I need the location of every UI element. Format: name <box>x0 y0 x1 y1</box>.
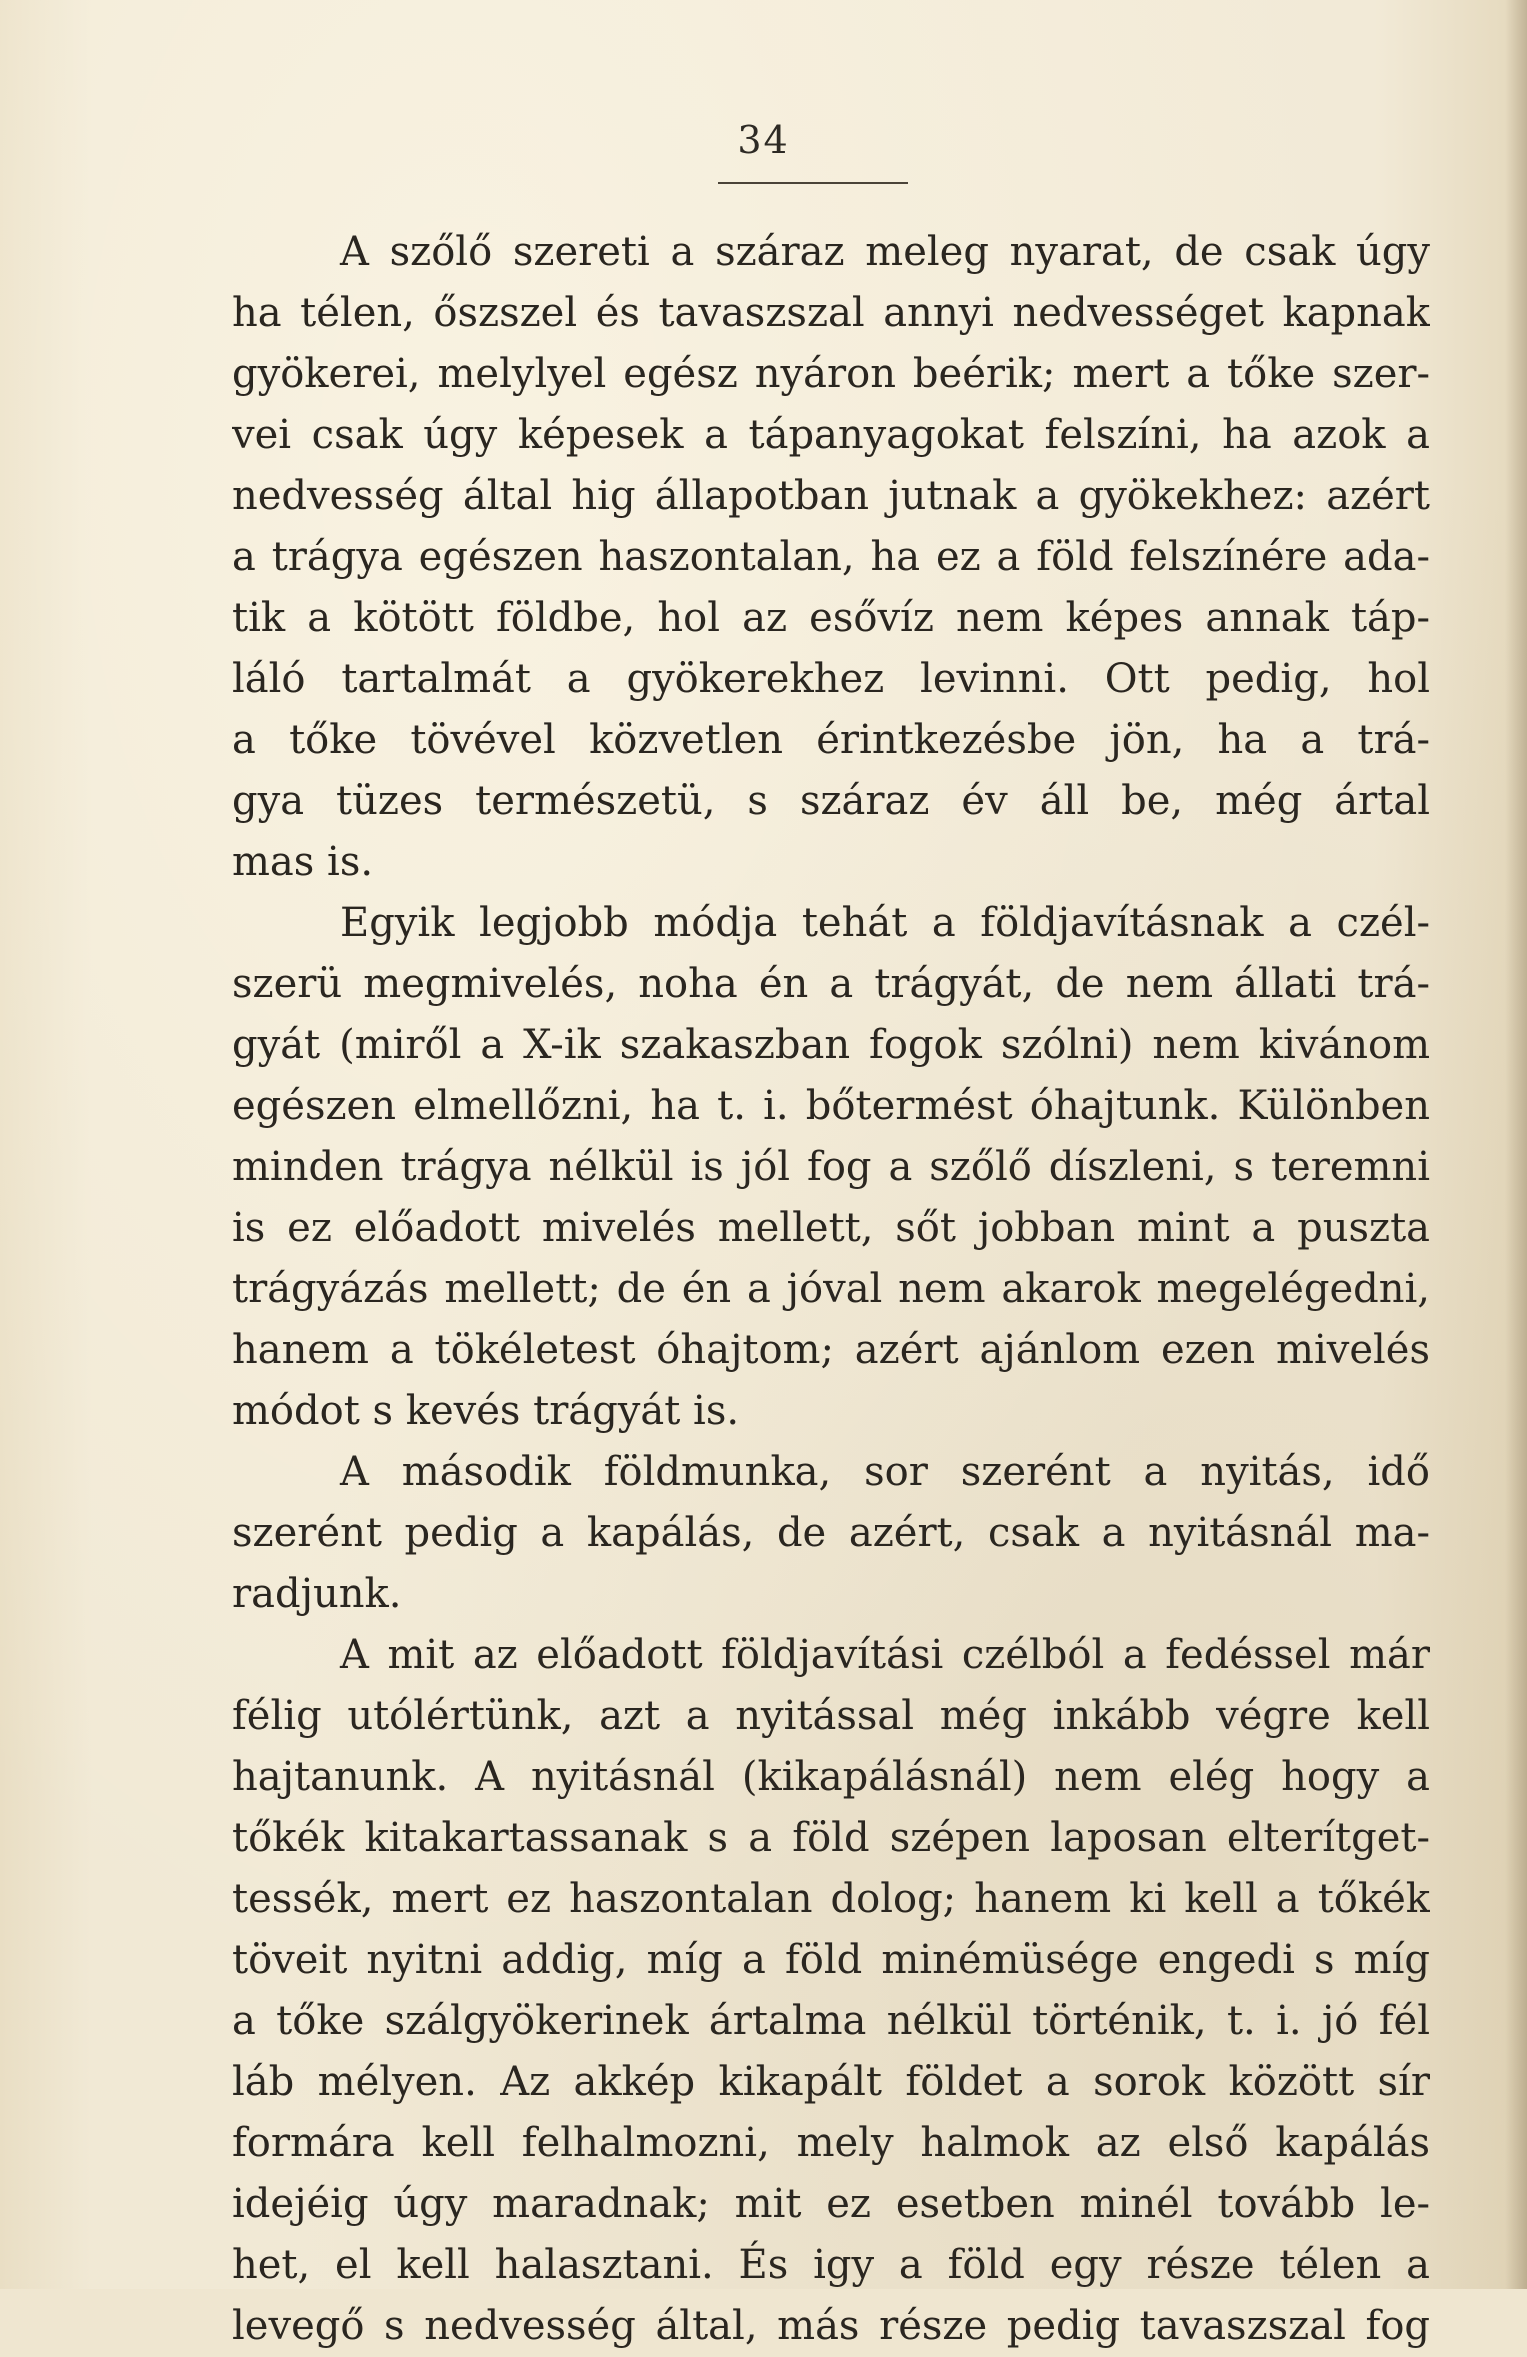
text-line: trágyázás mellett; de én a jóval nem akarok megelégedni, <box>232 1266 1430 1312</box>
text-line: idejéig úgy maradnak; mit ez esetben minél tovább le- <box>232 2181 1430 2227</box>
text-line: hajtanunk. A nyitásnál (kikapálásnál) nem elég hogy a <box>232 1754 1430 1800</box>
text-line: A mit az előadott földjavítási czélból a fedéssel már <box>340 1632 1430 1678</box>
text-line: láló tartalmát a gyökerekhez levinni. Ott pedig, hol <box>232 656 1430 702</box>
text-line: minden trágya nélkül is jól fog a szőlő díszleni, s teremni <box>232 1144 1430 1190</box>
text-line: szerü megmivelés, noha én a trágyát, de nem állati trá- <box>232 961 1430 1007</box>
text-line: egészen elmellőzni, ha t. i. bőtermést óhajtunk. Különben <box>232 1083 1430 1129</box>
text-line: töveit nyitni addig, míg a föld minémüsége engedi s míg <box>232 1937 1430 1983</box>
text-line: félig utólértünk, azt a nyitással még inkább végre kell <box>232 1693 1430 1739</box>
text-line: tik a kötött földbe, hol az esővíz nem képes annak táp- <box>232 595 1430 641</box>
text-line: het, el kell halasztani. És igy a föld egy része télen a <box>232 2242 1430 2288</box>
text-line: formára kell felhalmozni, mely halmok az első kapálás <box>232 2120 1430 2166</box>
text-line: is ez előadott mivelés mellett, sőt jobban mint a puszta <box>232 1205 1430 1251</box>
text-line: tőkék kitakartassanak s a föld szépen laposan elterítget- <box>232 1815 1430 1861</box>
text-line: szerént pedig a kapálás, de azért, csak a nyitásnál ma- <box>232 1510 1430 1556</box>
text-line: gyát (miről a X-ik szakaszban fogok szólni) nem kivánom <box>232 1022 1430 1068</box>
text-line: A második földmunka, sor szerént a nyitás, idő <box>340 1449 1430 1495</box>
text-line: módot s kevés trágyát is. <box>232 1388 740 1434</box>
text-line: gyökerei, melylyel egész nyáron beérik; mert a tőke szer- <box>232 351 1430 397</box>
text-line: Egyik legjobb módja tehát a földjavításnak a czél- <box>340 900 1430 946</box>
body-text <box>232 222 1430 2357</box>
header-rule <box>718 182 908 184</box>
text-line: láb mélyen. Az akkép kikapált földet a sorok között sír <box>232 2059 1430 2105</box>
text-line: a tőke tövével közvetlen érintkezésbe jön, ha a trá- <box>232 717 1430 763</box>
text-line: gya tüzes természetü, s száraz év áll be, még ártal <box>232 778 1430 824</box>
text-line: levegő s nedvesség által, más része pedig tavaszszal fog <box>232 2303 1430 2349</box>
text-line: nedvesség által hig állapotban jutnak a gyökekhez: azért <box>232 473 1430 519</box>
text-line: radjunk. <box>232 1571 402 1617</box>
text-line: vei csak úgy képesek a tápanyagokat felszíni, ha azok a <box>232 412 1430 458</box>
text-line: hanem a tökéletest óhajtom; azért ajánlom ezen mivelés <box>232 1327 1430 1373</box>
text-line: A szőlő szereti a száraz meleg nyarat, de csak úgy <box>340 229 1430 275</box>
text-line: a tőke szálgyökerinek ártalma nélkül történik, t. i. jó fél <box>232 1998 1430 2044</box>
text-line: ha télen, őszszel és tavaszszal annyi nedvességet kapnak <box>232 290 1430 336</box>
text-line: tessék, mert ez haszontalan dolog; hanem ki kell a tőkék <box>232 1876 1430 1922</box>
text-line: a trágya egészen haszontalan, ha ez a föld felszínére ada- <box>232 534 1430 580</box>
page-edge-shadow <box>1505 0 1527 2289</box>
page-number: 34 <box>737 118 790 162</box>
text-line: mas is. <box>232 839 374 885</box>
